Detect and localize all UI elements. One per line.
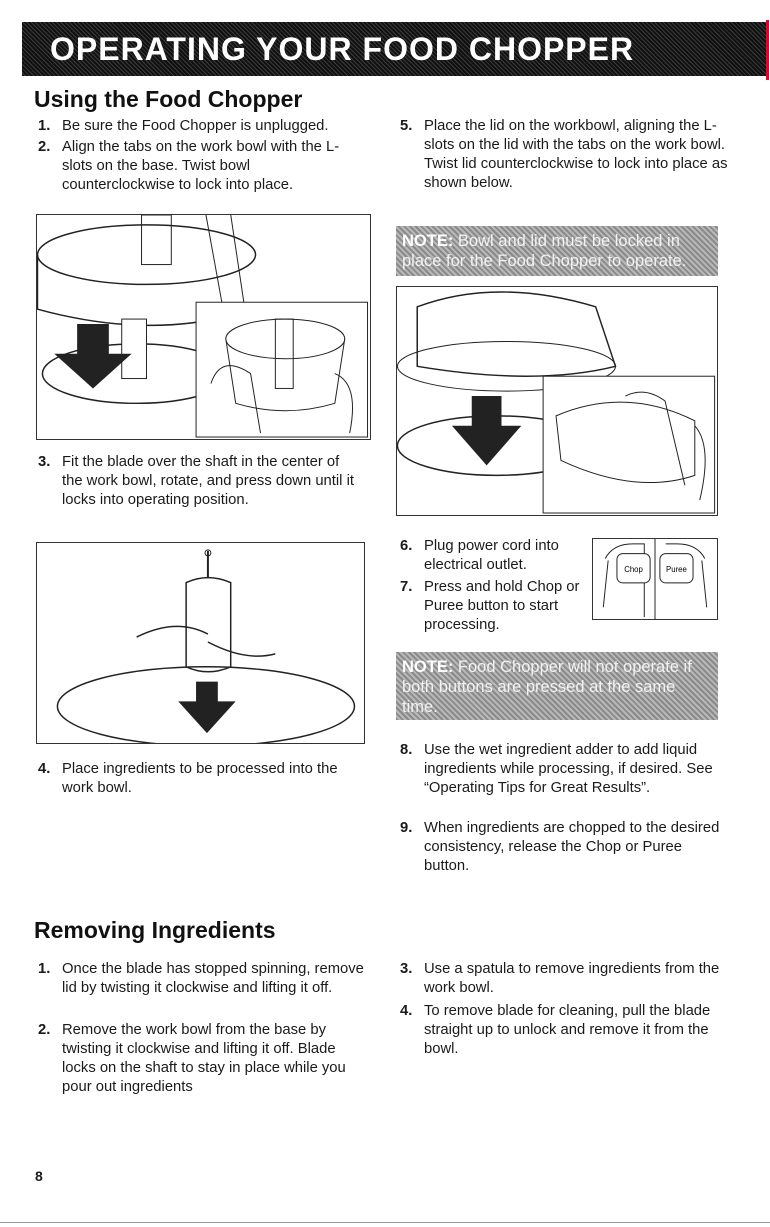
step-text: Place ingredients to be processed into the work bowl. xyxy=(62,761,338,796)
step-number: 1. xyxy=(38,961,51,977)
step-6 xyxy=(400,537,590,575)
step-number: 7. xyxy=(400,579,413,595)
page-banner: OPERATING YOUR FOOD CHOPPER xyxy=(22,22,766,76)
chop-button-label: Chop xyxy=(624,565,643,575)
step-number: 9. xyxy=(400,820,413,836)
note-text: Bowl and lid must be locked in place for the Food Chopper to operate. xyxy=(402,232,687,270)
step-7 xyxy=(400,578,590,635)
step-text: Align the tabs on the work bowl with the L-slots on the base. Twist bowl counterclockwise to lock into place. xyxy=(62,139,340,193)
step-number: 4. xyxy=(400,1003,413,1019)
step-number: 2. xyxy=(38,139,51,155)
remove-step-3 xyxy=(400,960,730,998)
step-text: Plug power cord into electrical outlet. xyxy=(424,538,559,573)
puree-button-label: Puree xyxy=(666,565,687,575)
bowl-on-base-illustration xyxy=(37,215,370,439)
page-number: 8 xyxy=(35,1168,43,1184)
step-text: When ingredients are chopped to the desired consistency, release the Chop or Puree button. xyxy=(424,820,720,874)
step-number: 1. xyxy=(38,118,51,134)
step-text: Place the lid on the workbowl, aligning the L-slots on the lid with the tabs on the work bowl. Twist lid counterclockwise to lock into place as shown below. xyxy=(424,118,728,191)
section-title-using: Using the Food Chopper xyxy=(34,86,303,112)
step-5 xyxy=(400,117,740,193)
note-both-buttons xyxy=(396,652,718,720)
step-text: To remove blade for cleaning, pull the blade straight up to unlock and remove it from the bowl. xyxy=(424,1003,711,1057)
remove-step-4 xyxy=(400,1002,740,1059)
step-number: 8. xyxy=(400,742,413,758)
step-8 xyxy=(400,741,730,798)
note-lock-required xyxy=(396,226,718,276)
step-text: Press and hold Chop or Puree button to start processing. xyxy=(424,579,580,633)
step-text: Once the blade has stopped spinning, remove lid by twisting it clockwise and lifting it off. xyxy=(62,961,364,996)
step-number: 4. xyxy=(38,761,51,777)
step-text: Use a spatula to remove ingredients from the work bowl. xyxy=(424,961,720,996)
step-number: 5. xyxy=(400,118,413,134)
figure-control-buttons xyxy=(592,538,718,620)
figure-bowl-on-base xyxy=(36,214,371,440)
step-number: 3. xyxy=(38,454,51,470)
bottom-rule xyxy=(0,1222,770,1223)
figure-lid-on-bowl xyxy=(396,286,718,516)
step-number: 6. xyxy=(400,538,413,554)
step-1 xyxy=(38,117,378,136)
lid-illustration xyxy=(397,287,717,515)
step-text: Remove the work bowl from the base by twisting it clockwise and lifting it off. Blade locks on the shaft to stay in place while you pour out ingredients xyxy=(62,1022,346,1095)
step-text: Fit the blade over the shaft in the center of the work bowl, rotate, and press down until it locks into operating position. xyxy=(62,454,354,508)
step-text: Be sure the Food Chopper is unplugged. xyxy=(62,118,329,134)
step-4 xyxy=(38,760,358,798)
step-3 xyxy=(38,453,358,510)
step-number: 2. xyxy=(38,1022,51,1038)
blade-illustration xyxy=(37,543,364,743)
remove-step-1 xyxy=(38,960,368,998)
buttons-illustration xyxy=(593,539,717,619)
note-label: NOTE: xyxy=(402,658,454,676)
remove-step-2 xyxy=(38,1021,358,1097)
figure-blade-on-shaft xyxy=(36,542,365,744)
edge-marker xyxy=(766,20,769,80)
section-title-removing: Removing Ingredients xyxy=(34,917,276,943)
note-text: Food Chopper will not operate if both buttons are pressed at the same time. xyxy=(402,658,692,716)
step-text: Use the wet ingredient adder to add liquid ingredients while processing, if desired. See “Operating Tips for Great Results”. xyxy=(424,742,713,796)
step-9 xyxy=(400,819,720,876)
note-label: NOTE: xyxy=(402,232,454,250)
step-2 xyxy=(38,138,358,195)
step-number: 3. xyxy=(400,961,413,977)
